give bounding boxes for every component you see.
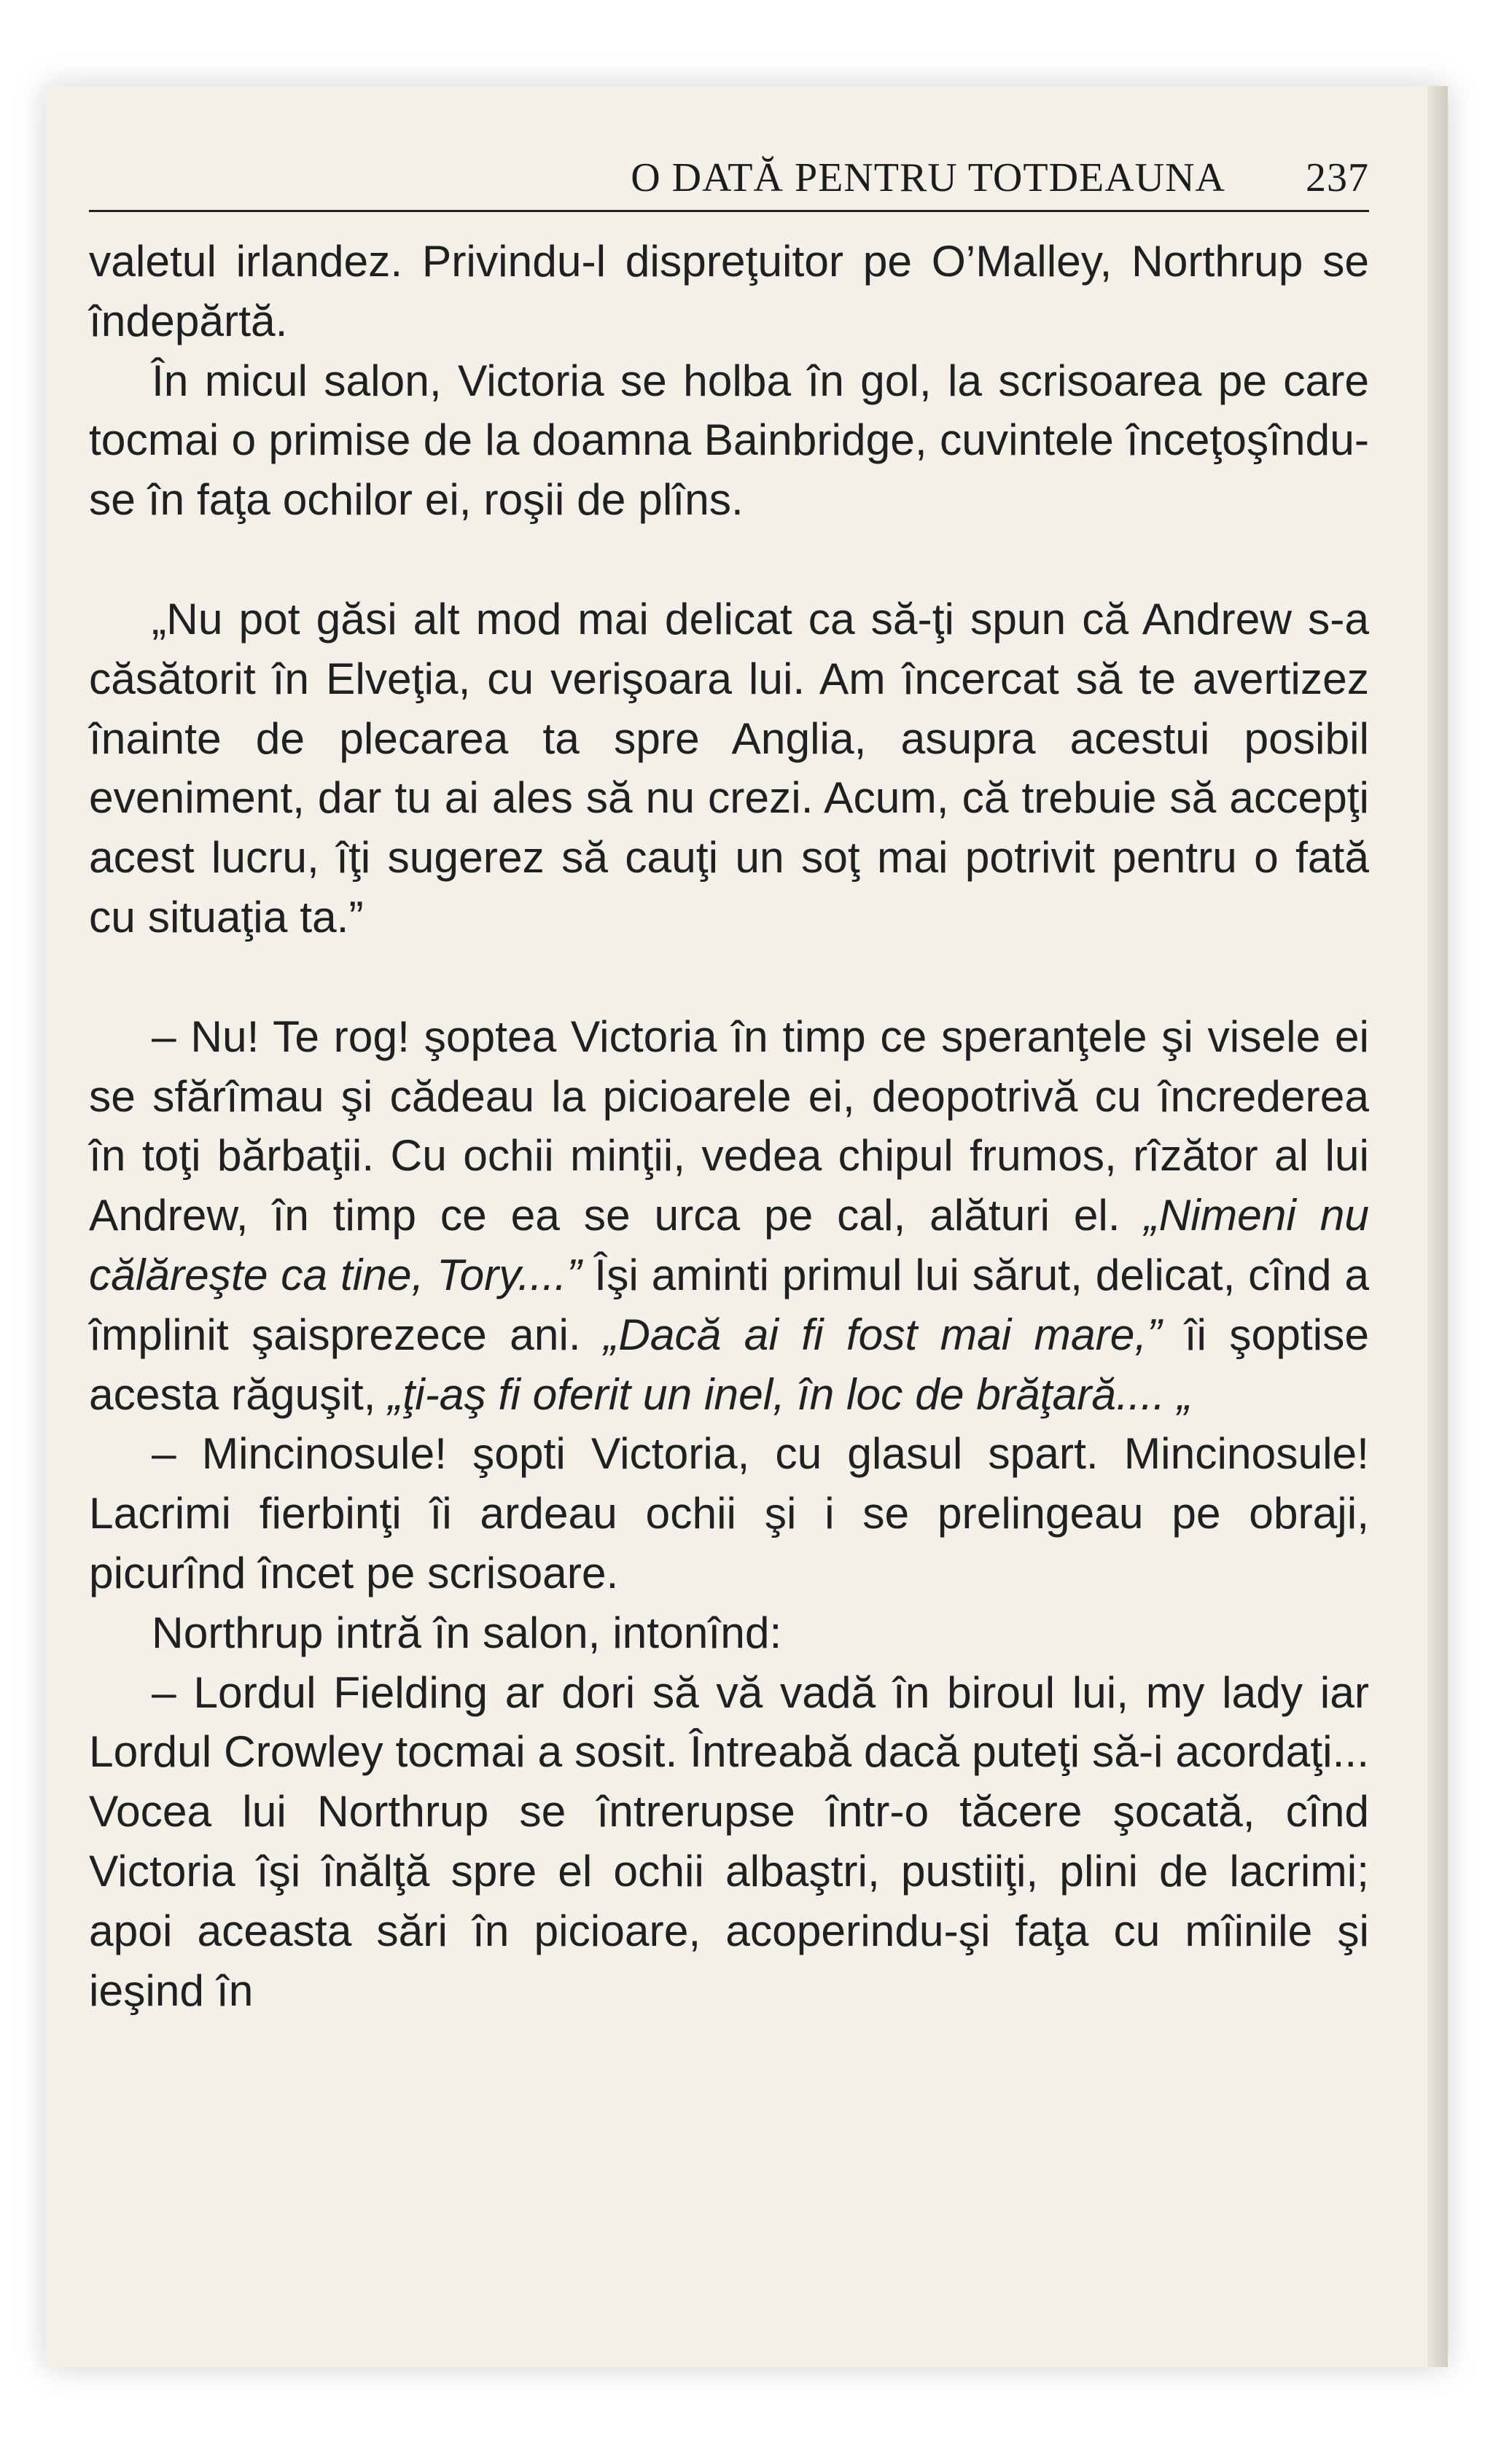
header-rule: [89, 210, 1369, 212]
paragraph-4-text-e: îi şoptise acesta răguşit,: [89, 1309, 1369, 1419]
book-page: [45, 86, 1448, 2367]
paragraph-4: [89, 1007, 1369, 1425]
page-header: [89, 143, 1369, 201]
paragraph-7: – Lordul Fielding ar dori să vă vadă în biroul lui, my lady iar Lordul Crowley tocmai a sosit. Întreabă dacă puteţi să-i acordaţi... Vocea lui Northrup se întrerupse într-o tăcere şocată, cînd Victoria îşi înălţă spre el ochii albaştri, pustiiţi, plini de lacrimi; apoi aceasta sări în picioare, acoperindu-şi faţa cu mîinile şi ieşind în: [89, 1667, 1369, 2015]
paragraph-4-quote-3: „ţi-aş fi oferit un inel, în loc de brăţară.... „: [388, 1369, 1193, 1419]
paragraph-4-quote-1: „Nimeni nu călăreşte ca tine, Tory....”: [89, 1190, 1369, 1299]
paragraph-5: – Mincinosule! şopti Victoria, cu glasul spart. Mincinosule! Lacrimi fierbinţi îi ardeau ochii şi i se prelingeau pe obraji, picurînd încet pe scrisoare.: [89, 1428, 1369, 1597]
running-title: O DATĂ PENTRU TOTDEAUNA: [631, 155, 1225, 200]
page-number: 237: [1306, 155, 1369, 200]
paragraph-6: Northrup intră în salon, intonînd:: [152, 1607, 782, 1657]
paragraph-4-quote-2: „Dacă ai fi fost mai mare,”: [604, 1309, 1162, 1359]
paragraph-4-text-c: Îşi aminti primul lui sărut, delicat, cînd a împlinit şaisprezece ani.: [89, 1249, 1369, 1359]
paragraph-4-text-a: – Nu! Te rog! şoptea Victoria în timp ce speranţele şi visele ei se sfărîmau şi cădeau la picioarele ei, deopotrivă cu încrederea în toţi bărbaţii. Cu ochii minţii, vedea chipul frumos, rîzător al lui Andrew, în timp ce ea se urca pe cal, alături el.: [89, 1011, 1369, 1240]
body-text: [89, 232, 1369, 2020]
paragraph-1: valetul irlandez. Privindu-l dispreţuitor pe O’Malley, Northrup se îndepărtă.: [89, 236, 1369, 345]
paragraph-2: În micul salon, Victoria se holba în gol, la scrisoarea pe care tocmai o primise de la doamna Bainbridge, cuvintele înceţoşîndu-se în faţa ochilor ei, roşii de plîns.: [89, 355, 1369, 525]
paragraph-letter: „Nu pot găsi alt mod mai delicat ca să-ţi spun că Andrew s-a căsătorit în Elveţia, cu verişoara lui. Am încercat să te avertizez înainte de plecarea ta spre Anglia, asupra acestui posibil eveniment, dar tu ai ales să nu crezi. Acum, că trebuie să accepţi acest lucru, îţi sugerez să cauţi un soţ mai potrivit pentru o fată cu situaţia ta.”: [89, 593, 1369, 942]
page-edge-shadow: [1427, 86, 1448, 2367]
